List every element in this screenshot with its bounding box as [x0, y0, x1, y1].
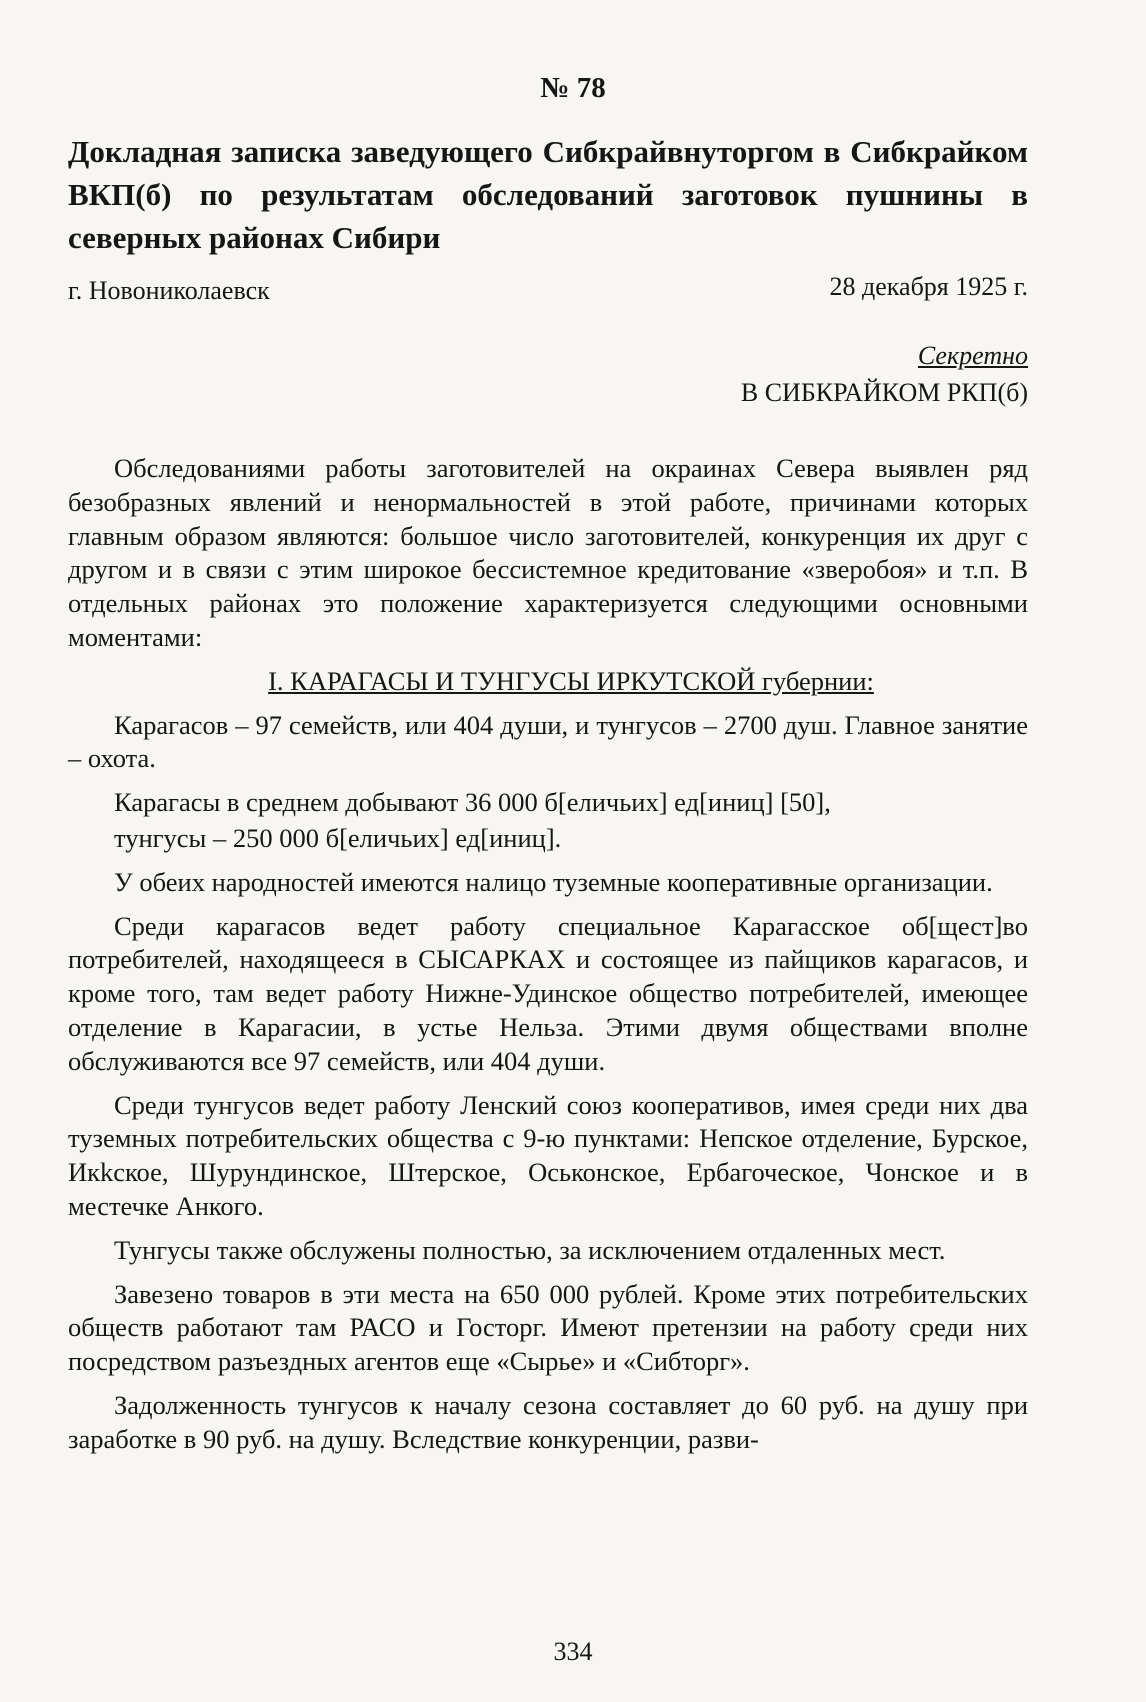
section-heading: I. КАРАГАСЫ И ТУНГУСЫ ИРКУТСКОЙ губернии: — [268, 665, 874, 696]
body-paragraph: Среди тунгусов ведет работу Ленский союз кооперативов, имея среди них два туземных потребительских общества с 9-ю пунктами: Непское отделение, Бурское, Икkское, Шурундинское, Штерское, Оськонское, Ербагочеcкое, Чонское и в местечке Анкого. — [68, 1089, 1028, 1221]
body-paragraph: Карагасов – 97 семейств, или 404 души, и тунгусов – 2700 душ. Главное занятие – охота. — [68, 709, 1028, 774]
body-paragraph: тунгусы – 250 000 б[еличьих] ед[иниц]. — [114, 822, 562, 853]
body-paragraph: Завезено товаров в эти места на 650 000 рублей. Кроме этих потребительских обществ работают там РАСО и Госторг. Имеют претензии на работу среди них посредством разъездных агентов еще «Сырье» и «Сибторг». — [68, 1278, 1028, 1377]
body-paragraph: Среди карагасов ведет работу специальное Карагасское об[щест]во потребителей, находящееся в СЫСАРКАХ и состоящее из пайщиков карагасов, и кроме того, там ведет работу Нижне-Удинское общество потребителей, имеющее отделение в Карагасии, в устье Нельза. Этими двумя обществами вполне обслуживаются все 97 семейств, или 404 души. — [68, 910, 1028, 1076]
body-paragraph: Тунгусы также обслужены полностью, за исключением отдаленных мест. — [114, 1234, 946, 1265]
document-date: 28 декабря 1925 г. — [829, 272, 1028, 301]
document-number: № 78 — [540, 72, 606, 104]
body-paragraph: Карагасы в среднем добывают 36 000 б[еличьих] ед[иниц] [50], — [114, 787, 831, 818]
document-body — [68, 452, 1028, 1467]
document-title: Докладная записка заведующего Сибкрайвнуторгом в Сибкрайком ВКП(б) по результатам обследований заготовок пушнины в северных районах Сибири — [68, 134, 1028, 255]
intro-paragraph: Обследованиями работы заготовителей на окраинах Севера выявлен ряд безобразных явлений и ненормальностей в этой работе, причинами которых главным образом являются: большое число заготовителей, конкуренция их друг с другом и в связи с этим широкое бессистемное кредитование «зверобоя» и т.п. В отдельных районах это положение характеризуется следующими основными моментами: — [68, 453, 1028, 652]
body-paragraph: У обеих народностей имеются налицо туземные кооперативные организации. — [114, 866, 993, 897]
page-number: 334 — [553, 1637, 593, 1666]
body-paragraph: Задолженность тунгусов к началу сезона составляет до 60 руб. на душу при заработке в 90 руб. на душу. Вследствие конкуренции, разви- — [68, 1389, 1028, 1454]
recipient: В СИБКРАЙКОМ РКП(б) — [740, 378, 1028, 407]
document-place: г. Новониколаевск — [68, 276, 270, 305]
classification-mark: Секретно — [917, 341, 1028, 370]
